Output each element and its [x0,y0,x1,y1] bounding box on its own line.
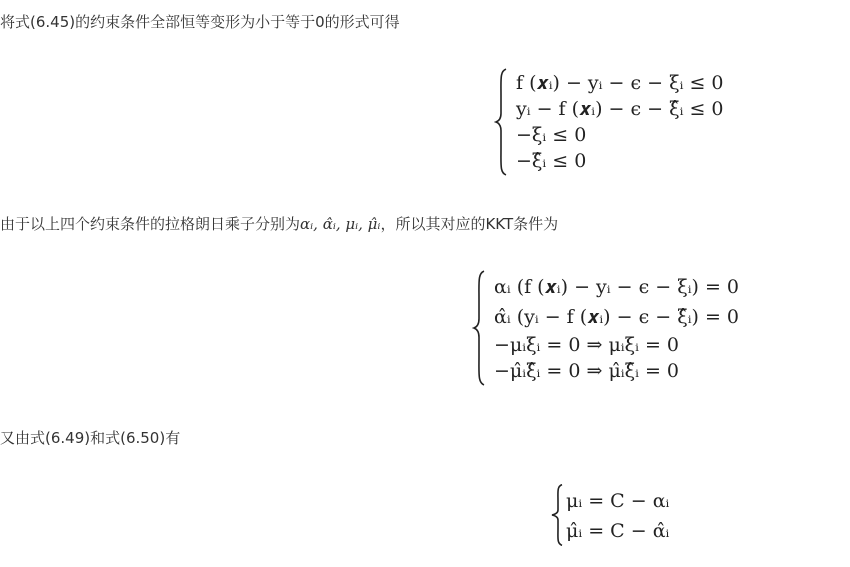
equation-line: −μ̂ᵢξ̂ᵢ = 0 ⇒ μ̂ᵢξ̂ᵢ = 0 [494,360,680,382]
paragraph-text: 又由式(6.49)和式(6.50)有 [0,429,181,447]
equation-line: −μᵢξᵢ = 0 ⇒ μᵢξᵢ = 0 [494,334,680,356]
equation-line: yᵢ − f (𝒙ᵢ) − ϵ − ξ̂ᵢ ≤ 0 [516,98,724,120]
kkt-conditions-system [472,270,772,386]
left-brace-icon [550,484,566,546]
equation-line: −ξᵢ ≤ 0 [516,124,587,146]
mu-relation-system [550,484,710,546]
paragraph-constraint-transform [0,12,400,32]
equation-line: f (𝒙ᵢ) − yᵢ − ϵ − ξᵢ ≤ 0 [516,72,724,94]
left-brace-icon [494,68,510,176]
equation-line: μ̂ᵢ = C − α̂ᵢ [566,520,670,542]
equation-line: α̂ᵢ (yᵢ − f (𝒙ᵢ) − ϵ − ξ̂ᵢ) = 0 [494,306,740,328]
constraint-system [494,68,754,176]
inline-math: αᵢ, α̂ᵢ, μᵢ, μ̂ᵢ [300,215,381,233]
paragraph-from-equations [0,428,180,448]
equation-line: αᵢ (f (𝒙ᵢ) − yᵢ − ϵ − ξᵢ) = 0 [494,276,740,298]
paragraph-text: 将式(6.45)的约束条件全部恒等变形为小于等于0的形式可得 [0,13,400,31]
paragraph-lagrange-multipliers [0,214,558,234]
paragraph-text-suffix: ，所以其对应的KKT条件为 [380,215,559,233]
left-brace-icon [472,270,488,386]
equation-line: μᵢ = C − αᵢ [566,490,670,512]
equation-line: −ξ̂ᵢ ≤ 0 [516,150,587,172]
paragraph-text-prefix: 由于以上四个约束条件的拉格朗日乘子分别为 [0,215,301,233]
